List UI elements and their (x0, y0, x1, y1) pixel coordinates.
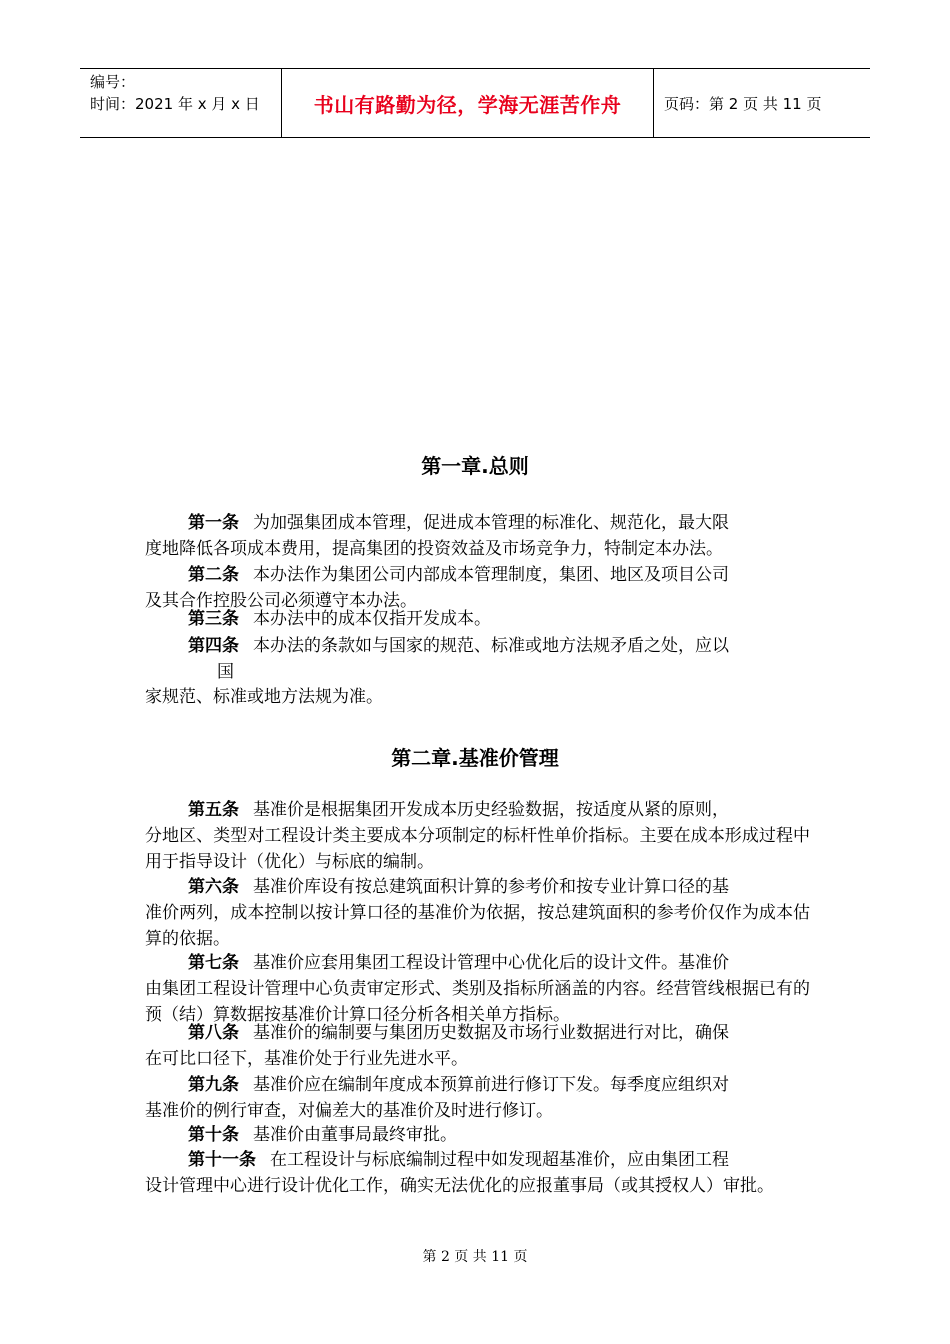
article-text-line1: 基准价应在编制年度成本预算前进行修订下发。每季度应组织对 (253, 1075, 729, 1095)
article-5 (145, 797, 810, 875)
article-label: 第七条 (188, 953, 239, 973)
article-text-line1: 基准价的编制要与集团历史数据及市场行业数据进行对比，确保 (253, 1023, 729, 1043)
article-text-line1: 基准价是根据集团开发成本历史经验数据，按适度从紧的原则， (253, 800, 729, 820)
article-label: 第一条 (188, 513, 239, 533)
article-text-orphan: 国 (217, 662, 234, 682)
article-label: 第三条 (188, 609, 239, 629)
article-8 (145, 1020, 810, 1072)
article-text-rest: 家规范、标准或地方法规为准。 (145, 687, 383, 707)
article-6 (145, 874, 810, 952)
article-text-line1: 本办法的条款如与国家的规范、标准或地方法规矛盾之处，应以 (253, 636, 729, 656)
article-11 (145, 1147, 810, 1199)
article-label: 第四条 (188, 636, 239, 656)
article-text-rest: 度地降低各项成本费用，提高集团的投资效益及市场竞争力，特制定本办法。 (145, 539, 723, 559)
article-4 (145, 633, 810, 685)
article-text-line1: 在工程设计与标底编制过程中如发现超基准价，应由集团工程 (270, 1150, 729, 1170)
number-label: 编号： (90, 73, 136, 91)
article-4-continued (145, 684, 810, 710)
article-text-line1: 基准价由董事局最终审批。 (253, 1125, 457, 1145)
document-header (80, 68, 870, 138)
chapter-title-2: 第二章.基准价管理 (391, 746, 559, 770)
article-text-rest: 分地区、类型对工程设计类主要成本分项制定的标杆性单价指标。主要在成本形成过程中用于指导设计（优化）与标底的编制。 (145, 826, 810, 872)
article-9 (145, 1072, 810, 1124)
article-text-line1: 为加强集团成本管理，促进成本管理的标准化、规范化，最大限 (253, 513, 729, 533)
header-meta (80, 69, 282, 137)
article-label: 第八条 (188, 1023, 239, 1043)
article-label: 第五条 (188, 800, 239, 820)
article-text-rest: 设计管理中心进行设计优化工作，确实无法优化的应报董事局（或其授权人）审批。 (145, 1176, 774, 1196)
article-3 (145, 606, 810, 632)
article-label: 第六条 (188, 877, 239, 897)
page-footer: 第 2 页 共 11 页 (422, 1249, 528, 1265)
article-1 (145, 510, 810, 562)
article-text-line1: 基准价库设有按总建筑面积计算的参考价和按专业计算口径的基 (253, 877, 729, 897)
article-text-line1: 本办法作为集团公司内部成本管理制度，集团、地区及项目公司 (253, 565, 729, 585)
article-label: 第二条 (188, 565, 239, 585)
article-text-rest: 在可比口径下，基准价处于行业先进水平。 (145, 1049, 468, 1069)
date-label: 时间：2021 年 x 月 x 日 (90, 95, 260, 113)
article-text-rest: 准价两列，成本控制以按计算口径的基准价为依据，按总建筑面积的参考价仅作为成本估算的依据。 (145, 903, 810, 949)
article-7 (145, 950, 810, 1028)
chapter-title-1: 第一章.总则 (421, 454, 529, 478)
article-label: 第九条 (188, 1075, 239, 1095)
article-text-line1: 本办法中的成本仅指开发成本。 (253, 609, 491, 629)
article-text-rest: 由集团工程设计管理中心负责审定形式、类别及指标所涵盖的内容。经营管线根据已有的预（结）算数据按基准价计算口径分析各相关单方指标。 (145, 979, 810, 1025)
header-motto: 书山有路勤为径，学海无涯苦作舟 (282, 69, 654, 137)
article-label: 第十一条 (188, 1150, 256, 1170)
article-10 (145, 1122, 810, 1148)
article-text-line1: 基准价应套用集团工程设计管理中心优化后的设计文件。基准价 (253, 953, 729, 973)
article-label: 第十条 (188, 1125, 239, 1145)
article-text-rest: 基准价的例行审查，对偏差大的基准价及时进行修订。 (145, 1101, 553, 1121)
header-page-info: 页码：第 2 页 共 11 页 (664, 94, 822, 113)
article-text-rest: 及其合作控股公司必须遵守本办法。 (145, 591, 417, 611)
